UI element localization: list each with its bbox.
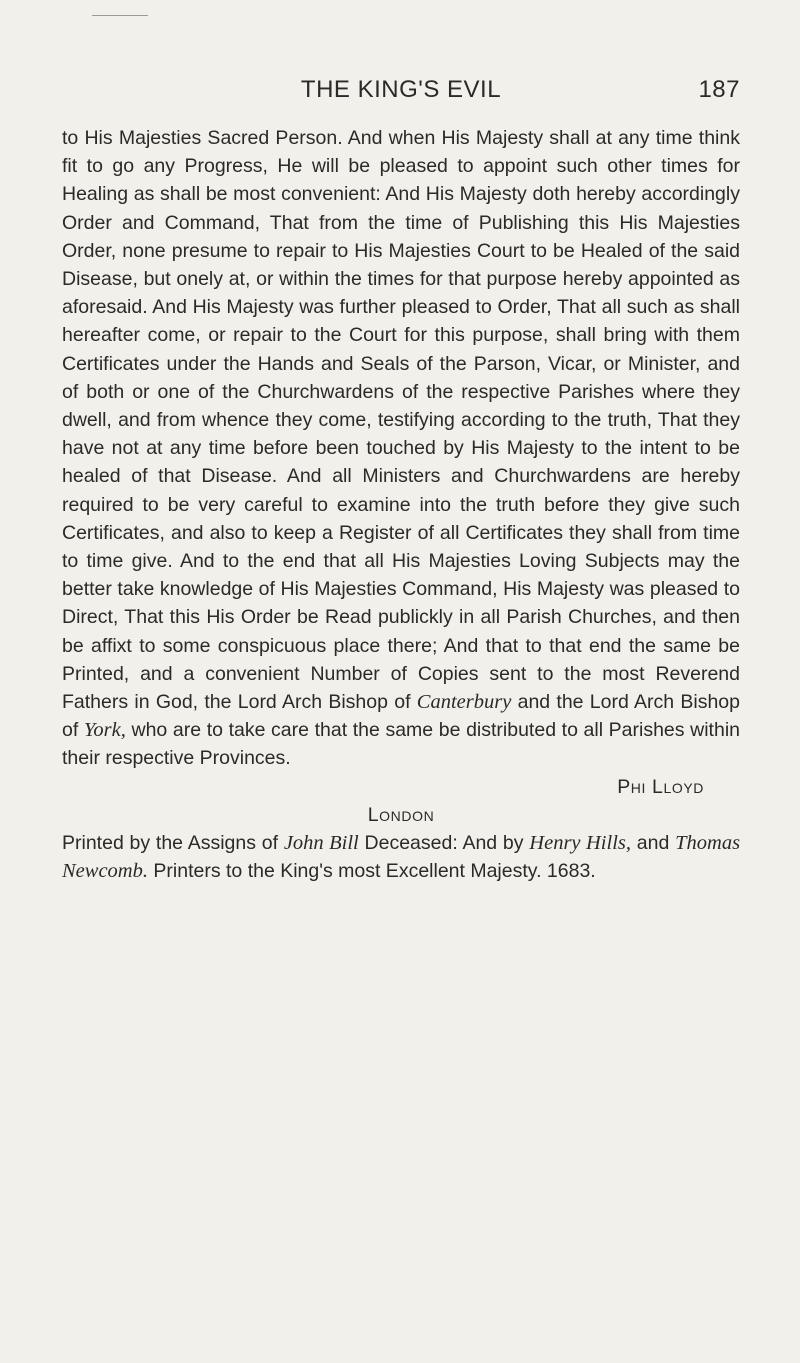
imprint-text: and: [636, 832, 670, 855]
imprint-name: John Bill: [283, 832, 359, 855]
signature: Phi Lloyd: [617, 775, 704, 798]
italic-place-canterbury: Canterbury: [416, 691, 512, 714]
body-text: [62, 124, 740, 773]
body-paragraph: [62, 124, 740, 773]
imprint-text: Printers to the King's most Excellent Majesty. 1683.: [153, 860, 596, 883]
body-text-part: who are to take care that the same be distributed to all Parishes within their respective Provinces.: [62, 719, 740, 770]
top-rule: [92, 15, 148, 16]
place-line: London: [367, 803, 435, 826]
body-text-part: and the Lord Arch Bishop of: [62, 691, 740, 742]
page-number: 187: [698, 76, 740, 103]
imprint-name: Thomas Newcomb.: [62, 832, 741, 883]
book-page: [62, 76, 740, 885]
imprint-name: Henry Hills,: [529, 832, 631, 855]
body-text-part: to His Majesties Sacred Person. And when His Majesty shall at any time think fit to go any Progress, He will be pleased to appoint such other times for Healing as shall be most convenient: And His Majesty doth hereby accordingly Order and Command, That from the time of Publishing this His Majesties Order, none presume to repair to His Majesties Court to be Healed of the said Disease, but onely at, or within the times for that purpose hereby appointed as aforesaid. And His Majesty was further pleased to Order, That all such as shall hereafter come, or repair to the Court for this purpose, shall bring with them Certificates under the Hands and Seals of the Parson, Vicar, or Minister, and of both or one of the Churchwardens of the respective Parishes where they dwell, and from whence they come, testifying according to the truth, That they have not at any time before been touched by His Majesty to the intent to be healed of that Disease. And all Ministers and Churchwardens are hereby required to be very careful to examine into the truth before they give such Certificates, and also to keep a Register of all Certificates they shall from time to time give. And to the end that all His Majesties Loving Subjects may the better take knowledge of His Majesties Command, His Majesty was pleased to Direct, That this His Order be Read publickly in all Parish Churches, and then be affixt to some conspicuous place there; And that to that end the same be Printed, and a convenient Number of Copies sent to the most Reverend Fathers in God, the Lord Arch Bishop of: [62, 127, 740, 714]
imprint: [62, 829, 740, 885]
imprint-text: Printed by the Assigns of: [62, 832, 279, 855]
running-head-title: THE KING'S EVIL: [300, 76, 502, 103]
running-head: [62, 76, 740, 110]
italic-place-york: York,: [83, 719, 126, 742]
imprint-text: Deceased: And by: [364, 832, 524, 855]
imprint-paragraph: [62, 829, 740, 885]
